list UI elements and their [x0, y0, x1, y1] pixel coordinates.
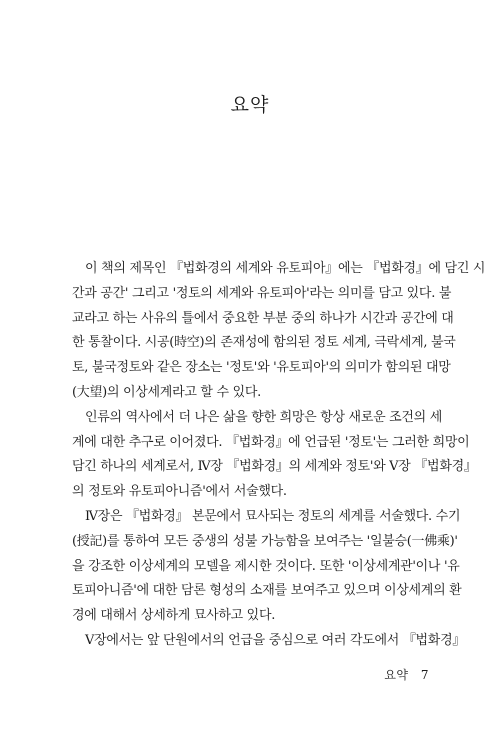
page-number: 7 [420, 668, 429, 682]
text-line: (授記)를 통하여 모든 중생의 성불 가능함을 보여주는 '일불승(一佛乘)' [72, 533, 458, 549]
text-line: 토, 불국정토와 같은 장소는 '정토'와 '유토피아'의 의미가 함의된 대망 [72, 360, 451, 376]
text-line: 인류의 역사에서 더 나은 삶을 향한 희망은 항상 새로운 조건의 세 [85, 409, 443, 425]
text-line: Ⅳ장은 『법화경』 본문에서 묘사되는 정토의 세계를 서술했다. 수기 [85, 508, 461, 524]
text-line: 을 강조한 이상세계의 모델을 제시한 것이다. 또한 '이상세계관'이나 '유 [72, 558, 460, 574]
text-line: (大望)의 이상세계라고 할 수 있다. [72, 384, 261, 400]
running-header-section: 요약 [384, 668, 409, 682]
text-line: 담긴 하나의 세계로서, Ⅳ장 『법화경』의 세계와 정토'와 Ⅴ장 『법화경』 [72, 459, 477, 475]
text-line: 간과 공간' 그리고 '정토의 세계와 유토피아'라는 의미를 담고 있다. 불 [72, 285, 452, 301]
text-line: 경에 대해서 상세하게 묘사하고 있다. [72, 608, 276, 624]
text-line: 계에 대한 추구로 이어졌다. 『법화경』에 언급된 '정토'는 그러한 희망이 [72, 434, 470, 450]
page-title: 요약 [230, 94, 270, 116]
text-line: 교라고 하는 사유의 틀에서 중요한 부분 중의 하나가 시간과 공간에 대 [72, 310, 454, 326]
page-footer [384, 667, 429, 683]
text-line: 이 책의 제목인 『법화경의 세계와 유토피아』에는 『법화경』에 담긴 시 [85, 261, 486, 276]
text-line: Ⅴ장에서는 앞 단원에서의 언급을 중심으로 여러 각도에서 『법화경』 [85, 632, 466, 648]
text-line: 토피아니즘'에 대한 담론 형성의 소재를 보여주고 있으며 이상세계의 환 [72, 583, 462, 599]
summary-body [72, 257, 486, 654]
text-line: 한 통찰이다. 시공(時空)의 존재성에 함의된 정토 세계, 극락세계, 불국 [72, 335, 456, 351]
text-line: 의 정토와 유토피아니즘'에서 서술했다. [72, 484, 287, 500]
